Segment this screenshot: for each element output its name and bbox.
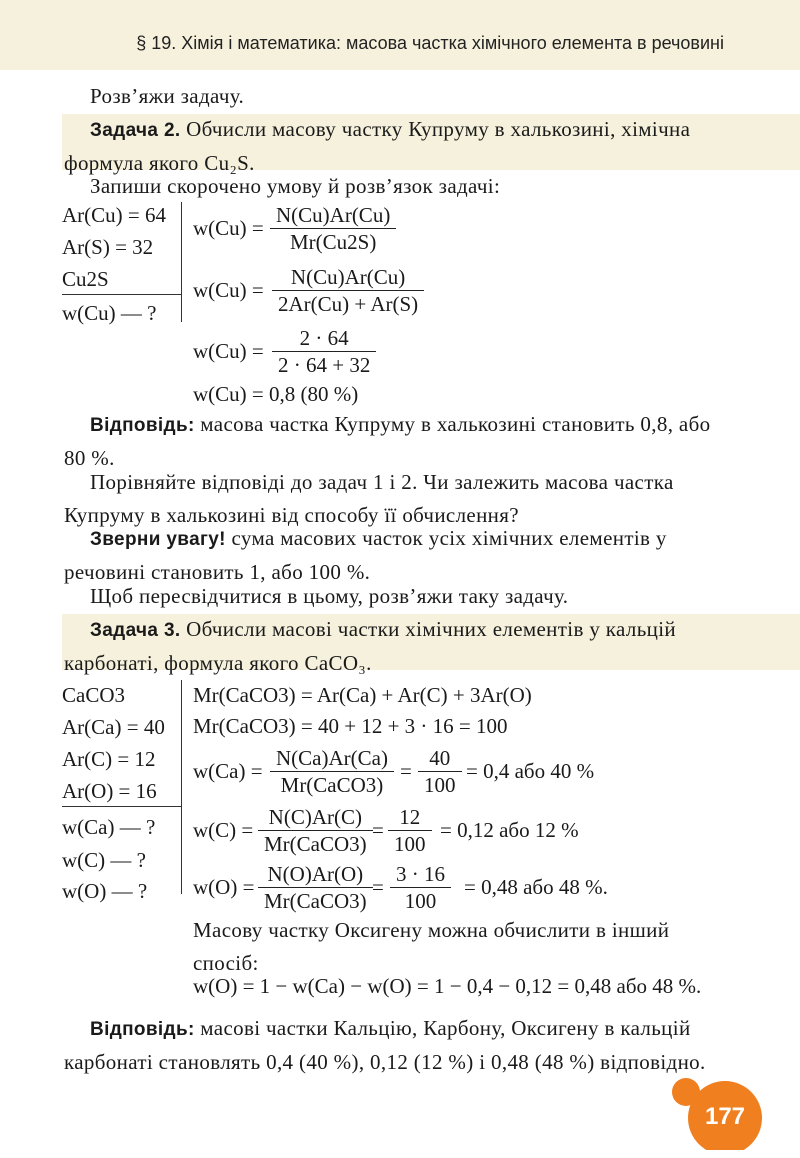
find-w-o: w(O) — ? <box>62 879 148 903</box>
condition-separator <box>181 202 182 322</box>
answer3-text: масові частки Кальцію, Карбону, Оксигену в кальцій карбонаті становлять 0,4 (40 %), 0,12 (12 %) і 0,48 (48 %) відповідно. <box>64 1016 706 1074</box>
c-numerator2: 12 <box>399 805 421 829</box>
step2-denominator: 2Ar(Cu) + Ar(S) <box>272 290 424 317</box>
mr-formula: Mr(CaCO3) = Ar(Ca) + Ar(C) + 3Ar(O) <box>193 683 532 707</box>
alt-method-formula: w(O) = 1 − w(Ca) − w(O) = 1 − 0,4 − 0,12 = 0,48 або 48 %. <box>193 974 702 998</box>
page-number: 177 <box>704 1103 746 1130</box>
step1-numerator: N(Cu)Ar(Cu) <box>276 203 391 227</box>
ca-numerator2: 40 <box>429 746 451 770</box>
step1-denominator: Mr(Cu2S) <box>270 228 396 255</box>
verify-text: Щоб пересвідчитися в цьому, розв’яжи таку задачу. <box>90 584 569 608</box>
step3-lhs: w(Cu) = <box>193 339 264 363</box>
step2-fraction <box>272 264 424 317</box>
o-numerator2: 3 · 16 <box>396 862 445 886</box>
given3-divider <box>62 806 182 807</box>
answer2-text: масова частка Купруму в халькозині становить 0,8, або 80 %. <box>64 412 711 470</box>
task3-label: Задача 3. <box>90 620 181 641</box>
step3-numerator: 2 · 64 <box>299 326 349 350</box>
answer2-label: Відповідь: <box>90 415 195 436</box>
answer2 <box>64 408 726 475</box>
given-ar-o: Ar(O) = 16 <box>62 779 157 803</box>
c-denominator: Mr(CaCO3) <box>258 830 373 857</box>
ca-fraction1 <box>270 745 394 798</box>
ca-numerator: N(Ca)Ar(Ca) <box>276 746 388 770</box>
find-w-c: w(C) — ? <box>62 848 146 872</box>
mr-value: Mr(CaCO3) = 40 + 12 + 3 · 16 = 100 <box>193 714 508 738</box>
compare-question: Порівняйте відповіді до задач 1 і 2. Чи залежить масова частка Купруму в халькозині від способу її обчислення? <box>64 470 674 527</box>
c-denominator2: 100 <box>388 830 432 857</box>
alt-method-text: Масову частку Оксигену можна обчислити в інший спосіб: <box>193 918 670 975</box>
given-ar-c: Ar(C) = 12 <box>62 747 156 771</box>
step3-fraction <box>272 325 376 378</box>
step1-lhs: w(Cu) = <box>193 216 264 240</box>
intro-text: Розв’яжи задачу. <box>90 84 245 108</box>
note-text: сума масових часток усіх хімічних елементів у речовині становить 1, або 100 %. <box>64 526 667 584</box>
o-fraction1 <box>258 861 373 914</box>
given-ar-s: Ar(S) = 32 <box>62 235 154 259</box>
task3-text: Обчисли масові частки хімічних елементів у кальцій карбонаті, формула якого CaCO₃. <box>64 617 677 675</box>
c-result: = 0,12 або 12 % <box>440 818 579 842</box>
ca-lhs: w(Ca) = <box>193 759 263 783</box>
step1-fraction <box>270 202 396 255</box>
task2-prompt: Запиши скорочено умову й розв’язок задачі: <box>90 174 501 198</box>
section-title: § 19. Хімія і математика: масова частка хімічного елемента в речовині <box>136 33 724 53</box>
condition3-separator <box>181 680 182 894</box>
o-numerator: N(O)Ar(O) <box>267 862 364 886</box>
ca-denominator2: 100 <box>418 771 462 798</box>
step2-numerator: N(Cu)Ar(Cu) <box>290 265 406 289</box>
find-w-cu: w(Cu) — ? <box>62 301 157 325</box>
ca-denominator: Mr(CaCO3) <box>270 771 394 798</box>
o-result: = 0,48 або 48 %. <box>464 875 608 899</box>
given-divider <box>62 294 182 295</box>
o-lhs: w(O) = <box>193 875 255 899</box>
task2-text: Обчисли масову частку Купруму в халькозині, хімічна формула якого Cu₂S. <box>64 117 691 175</box>
step2-lhs: w(Cu) = <box>193 278 264 302</box>
note <box>64 522 726 589</box>
o-fraction2 <box>390 861 451 914</box>
given-ar-ca: Ar(Ca) = 40 <box>62 715 165 739</box>
given-formula: Cu2S <box>62 267 109 291</box>
given-ar-cu: Ar(Cu) = 64 <box>62 203 166 227</box>
ca-fraction2 <box>418 745 462 798</box>
note-label: Зверни увагу! <box>90 529 226 550</box>
task2-result: w(Cu) = 0,8 (80 %) <box>193 382 359 406</box>
answer3 <box>64 1012 726 1079</box>
find-w-ca: w(Ca) — ? <box>62 815 156 839</box>
c-numerator: N(C)Ar(C) <box>268 805 362 829</box>
o-denominator2: 100 <box>390 887 451 914</box>
task2-label: Задача 2. <box>90 120 181 141</box>
task3-statement <box>64 613 726 680</box>
c-fraction2 <box>388 804 432 857</box>
step3-denominator: 2 · 64 + 32 <box>272 351 376 378</box>
given-caco3: CaCO3 <box>62 683 125 707</box>
o-denominator: Mr(CaCO3) <box>258 887 373 914</box>
answer3-label: Відповідь: <box>90 1019 195 1040</box>
running-header <box>0 0 800 70</box>
ca-result: = 0,4 або 40 % <box>466 759 595 783</box>
c-fraction1 <box>258 804 373 857</box>
c-lhs: w(C) = <box>193 818 254 842</box>
